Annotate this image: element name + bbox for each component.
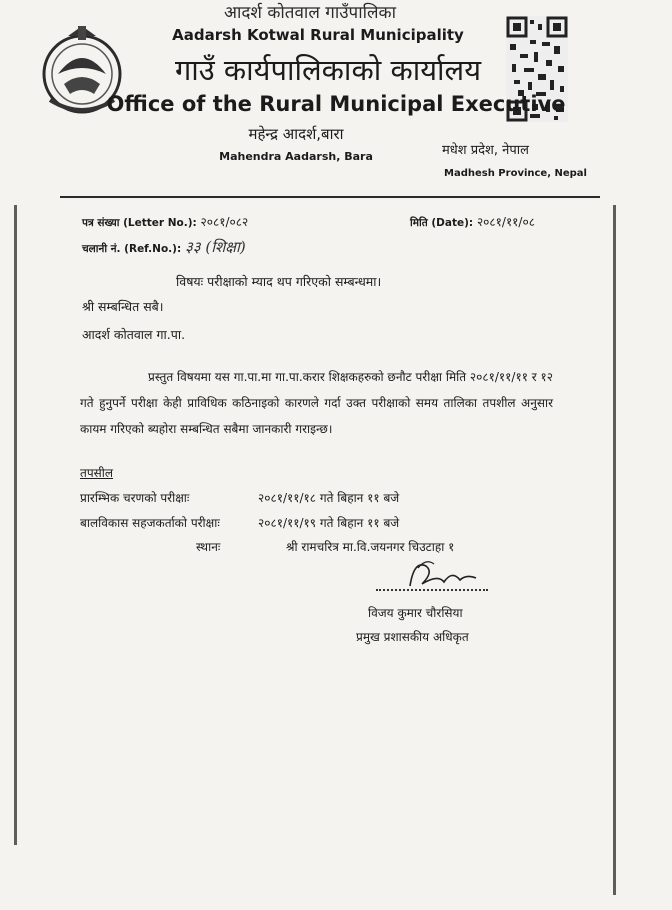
date-value: २०८१/११/०८ [476, 215, 535, 229]
header-divider [60, 196, 600, 198]
scan-edge-right [613, 205, 616, 895]
detail-label-1: प्रारम्भिक चरणको परीक्षाः [80, 491, 190, 505]
detail-label-2: बालविकास सहजकर्ताको परीक्षाः [80, 516, 220, 530]
office-name-english: Office of the Rural Municipal Executive [106, 92, 566, 116]
province-nepali: मधेश प्रदेश, नेपाल [442, 143, 529, 158]
letter-no-value: २०८१/०८२ [200, 215, 249, 229]
letter-date [410, 213, 535, 230]
letter-subject: विषयः परीक्षाको म्याद थप गरिएको सम्बन्धमा। [176, 274, 382, 289]
signatory-name: विजय कुमार चौरसिया [368, 606, 463, 620]
municipality-name-nepali: आदर्श कोतवाल गाउँपालिका [223, 3, 397, 23]
detail-value-3: श्री रामचरित्र मा.वि.जयनगर चिउटाहा १ [286, 540, 455, 554]
letter-body: प्रस्तुत विषयमा यस गा.पा.मा गा.पा.करार शिक्षकहरुको छनौट परीक्षा मिति २०८१/११/११ र १२ गते हुनुपर्ने परीक्षा केही प्राविधिक कठिनाइको कारणले गर्दा उक्त परीक्षाको समय तालिका तपशील अनुसार कायम गरिएको ब्यहोरा सम्बन्धित सबैमा जानकारी गराइन्छ। [80, 370, 553, 436]
municipality-name-english: Aadarsh Kotwal Rural Municipality [172, 26, 464, 44]
ref-no-label: चलानी नं. (Ref.No.): [82, 243, 182, 255]
signature-line [376, 589, 488, 591]
details-heading: तपसील [80, 466, 114, 480]
province-english: Madhesh Province, Nepal [444, 168, 587, 179]
recipient-line-2: आदर्श कोतवाल गा.पा. [82, 327, 186, 342]
detail-label-3: स्थानः [196, 540, 221, 554]
recipient-line-1: श्री सम्बन्धित सबै। [82, 299, 164, 314]
date-label: मिति (Date): [410, 217, 474, 229]
office-name-nepali: गाउँ कार्यपालिकाको कार्यालय [174, 53, 482, 87]
address-english: Mahendra Aadarsh, Bara [219, 150, 373, 163]
letter-number [82, 213, 248, 230]
detail-value-2: २०८१/११/१९ गते बिहान ११ बजे [258, 516, 400, 530]
detail-value-1: २०८१/११/१८ गते बिहान ११ बजे [258, 491, 400, 505]
scan-edge-left [14, 205, 17, 845]
signatory-title: प्रमुख प्रशासकीय अधिकृत [356, 630, 469, 644]
ref-no-value: ३३ (शिक्षा) [184, 238, 246, 256]
reference-number [82, 237, 246, 257]
address-nepali: महेन्द्र आदर्श,बारा [248, 125, 344, 143]
letter-no-label: पत्र संख्या (Letter No.): [82, 217, 197, 229]
